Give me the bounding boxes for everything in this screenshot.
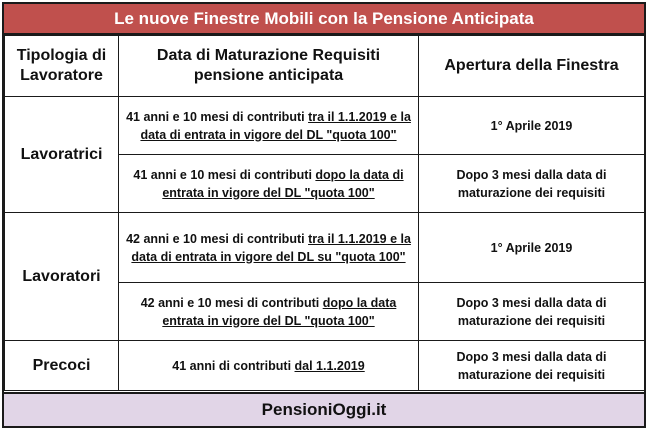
requirement-cell — [119, 283, 419, 341]
table-row — [5, 97, 645, 155]
requirement-text: 41 anni di contributi — [172, 358, 295, 373]
table-row — [5, 341, 645, 391]
window-cell: 1° Aprile 2019 — [419, 213, 645, 283]
table-row — [5, 213, 645, 283]
requirement-text: 42 anni e 10 mesi di contributi — [140, 295, 323, 310]
requirement-text: 41 anni e 10 mesi di contributi — [126, 109, 309, 124]
requirement-underlined-text: tra il 1.1.2019 e la data di entrata in vigore del DL su "quota 100" — [131, 231, 411, 264]
requirement-cell — [119, 213, 419, 283]
requirement-underlined-text: tra il 1.1.2019 e la data di entrata in vigore del DL "quota 100" — [140, 109, 411, 142]
category-lavoratori: Lavoratori — [5, 213, 119, 341]
requirement-cell — [119, 97, 419, 155]
data-table — [4, 35, 645, 391]
header-data-maturazione: Data di Maturazione Requisiti pensione anticipata — [119, 36, 419, 97]
window-cell: 1° Aprile 2019 — [419, 97, 645, 155]
header-apertura-finestra: Apertura della Finestra — [419, 36, 645, 97]
pension-window-table — [2, 2, 646, 428]
requirement-underlined-text: dal 1.1.2019 — [294, 358, 365, 373]
requirement-text: 41 anni e 10 mesi di contributi — [133, 167, 316, 182]
window-cell: Dopo 3 mesi dalla data di maturazione dei requisiti — [419, 155, 645, 213]
header-row — [5, 36, 645, 97]
requirement-text: 42 anni e 10 mesi di contributi — [126, 231, 309, 246]
requirement-cell — [119, 155, 419, 213]
window-cell: Dopo 3 mesi dalla data di maturazione dei requisiti — [419, 341, 645, 391]
header-tipologia: Tipologia di Lavoratore — [5, 36, 119, 97]
category-lavoratrici: Lavoratrici — [5, 97, 119, 213]
requirement-underlined-text: dopo la data di entrata in vigore del DL "quota 100" — [162, 167, 404, 200]
footer-brand: PensioniOggi.it — [4, 392, 644, 426]
category-precoci: Precoci — [5, 341, 119, 391]
requirement-cell — [119, 341, 419, 391]
requirement-underlined-text: dopo la data entrata in vigore del DL "quota 100" — [162, 295, 397, 328]
window-cell: Dopo 3 mesi dalla data di maturazione dei requisiti — [419, 283, 645, 341]
table-title: Le nuove Finestre Mobili con la Pensione Anticipata — [4, 4, 644, 35]
